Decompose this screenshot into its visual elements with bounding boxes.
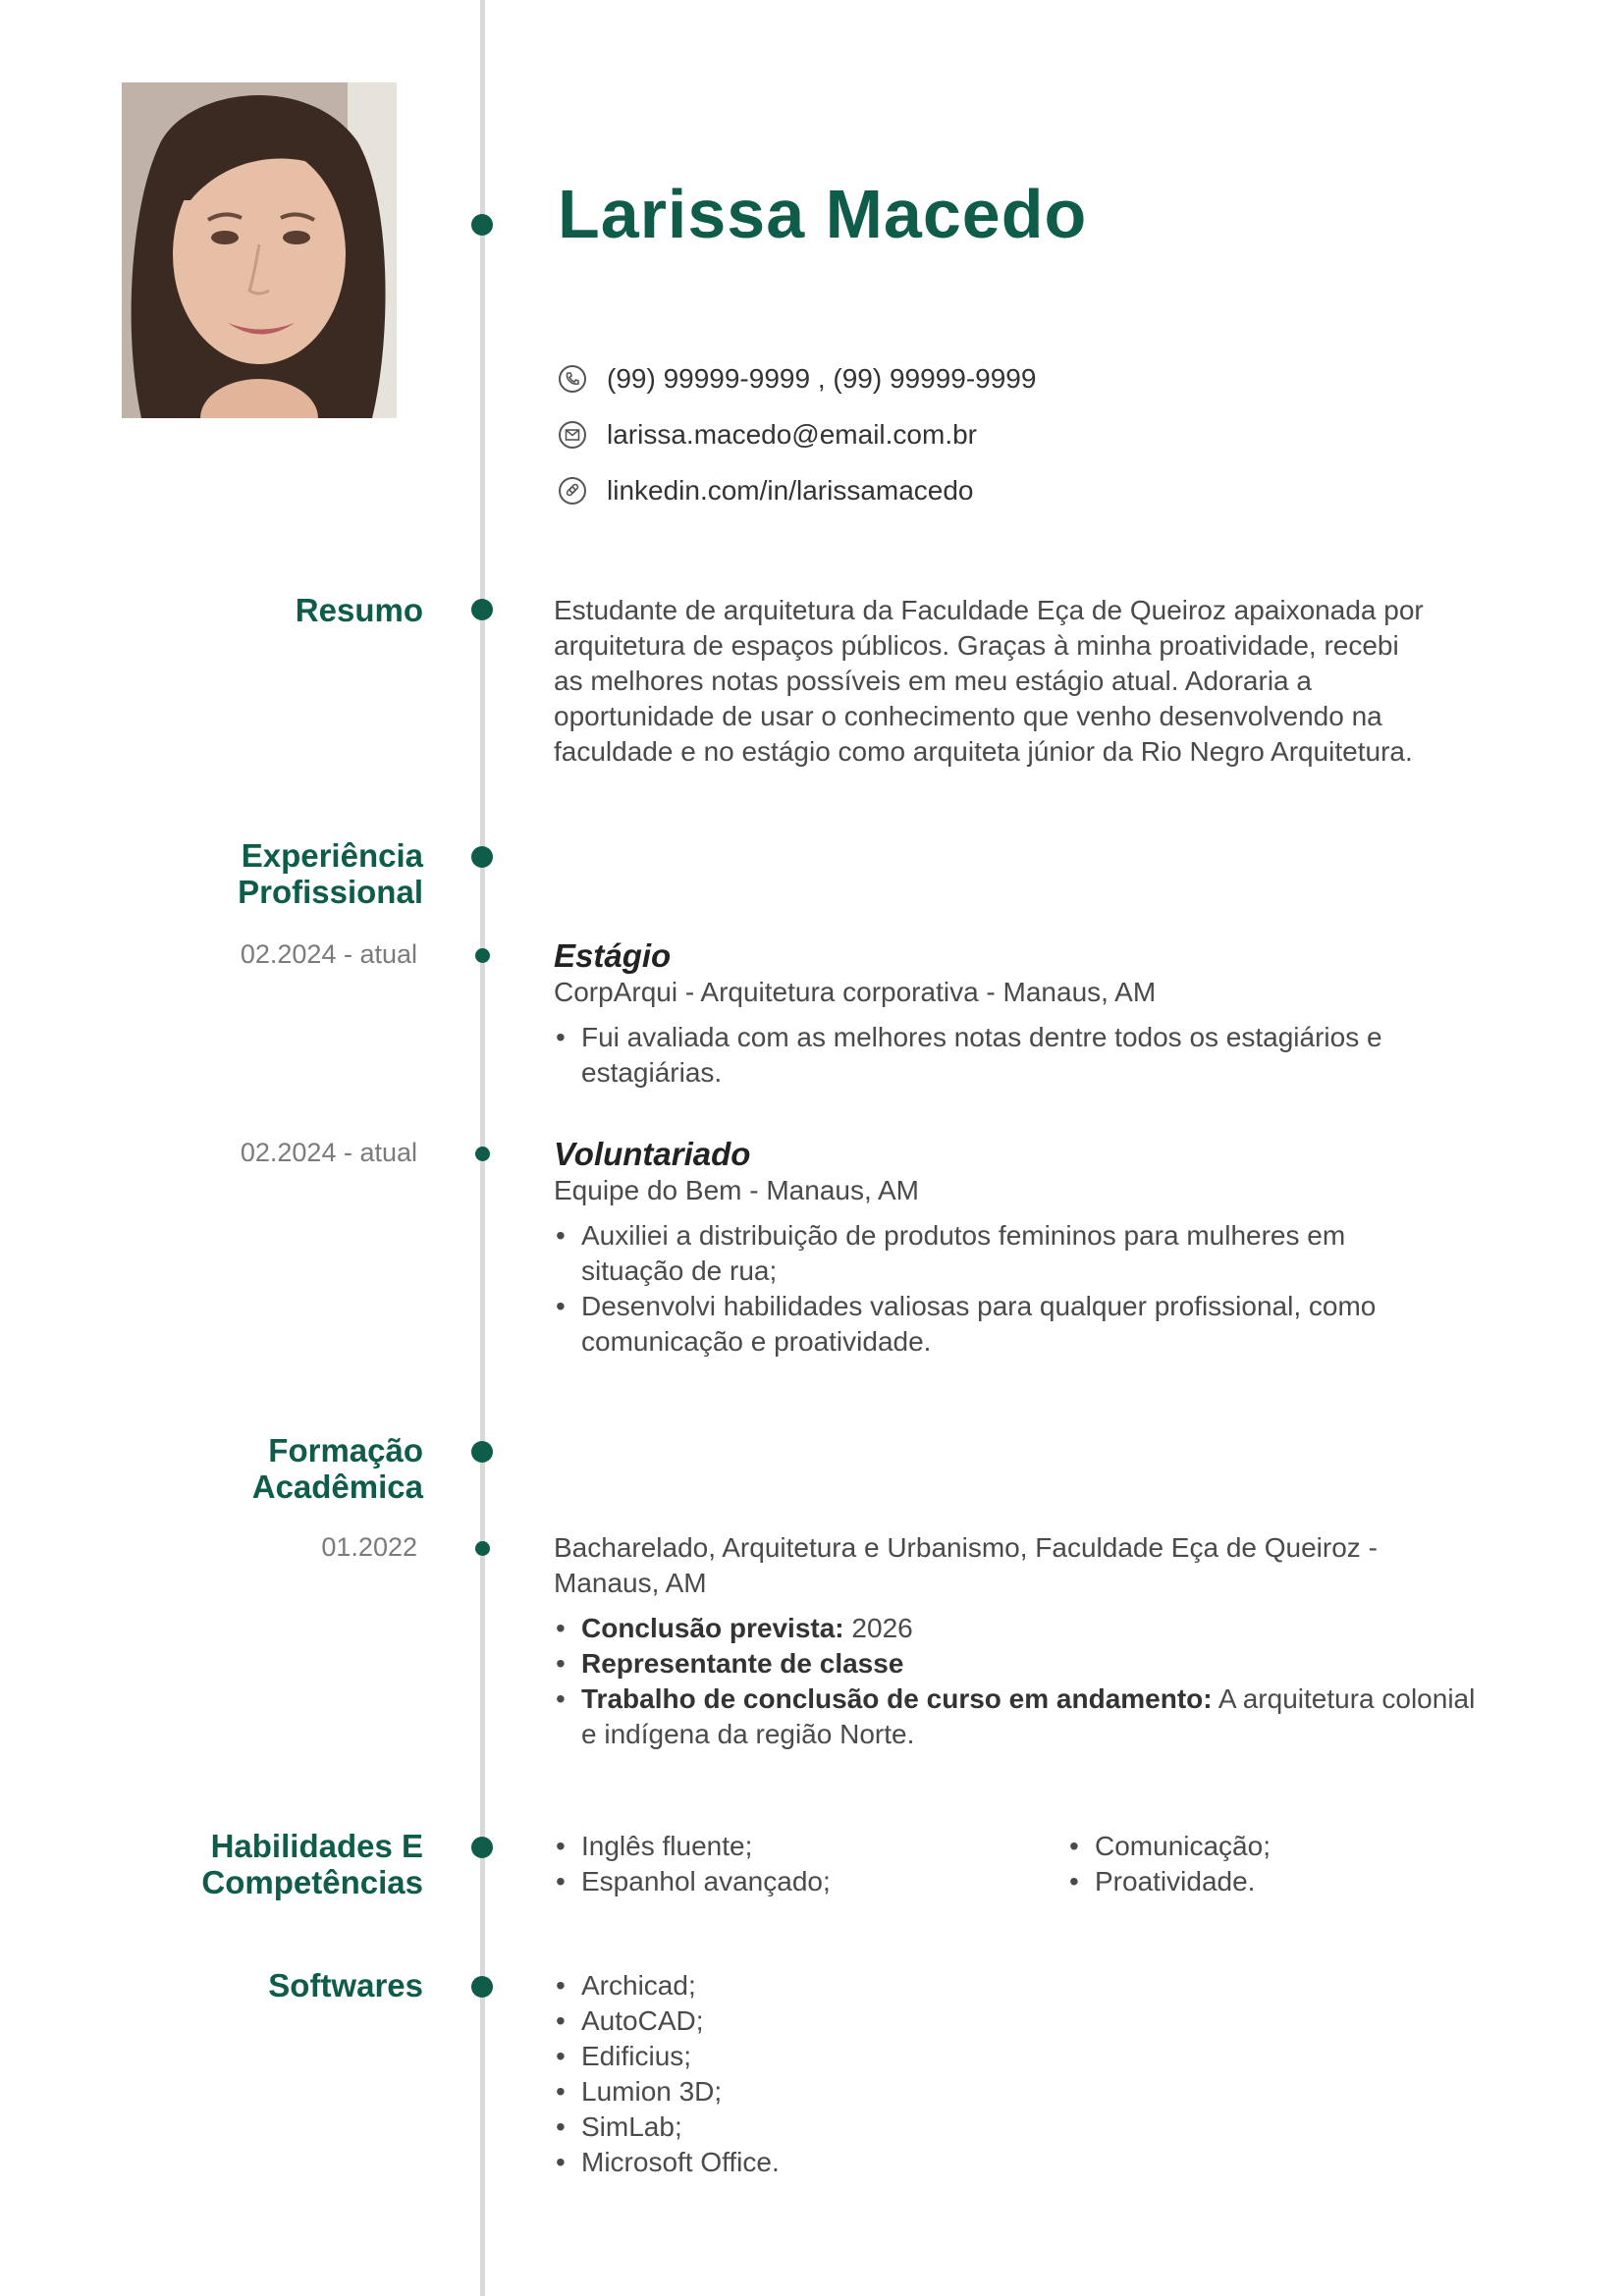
job-entry <box>554 1136 1536 1360</box>
timeline-dot-degree <box>475 1541 490 1556</box>
job-company: Equipe do Bem - Manaus, AM <box>554 1175 919 1205</box>
section-title-education <box>252 1432 423 1505</box>
timeline-dot-job <box>475 1147 490 1161</box>
item-text-cont: e indígena da região Norte. <box>581 1719 915 1749</box>
timeline-dot-skills <box>471 1837 493 1858</box>
software-list <box>554 1968 1536 2180</box>
education-entry <box>554 1530 1536 1752</box>
section-title-line: Acadêmica <box>251 1468 423 1505</box>
job-entry <box>554 937 1536 1091</box>
software-bullets <box>554 1968 1536 2180</box>
list-item <box>554 1611 1536 1646</box>
item-label: Conclusão prevista: <box>581 1613 844 1643</box>
list-item <box>554 1646 1536 1682</box>
section-title-line: Experiência <box>241 837 423 874</box>
list-item: • Microsoft Office. <box>554 2145 1536 2180</box>
candidate-name: Larissa Macedo <box>558 176 1088 252</box>
bullet-line: • Fui avaliada com as melhores notas dentre todos os estagiários e <box>581 1022 1382 1052</box>
summary-line: as melhores notas possíveis em meu estágio atual. Adoraria a <box>554 666 1312 696</box>
section-title-summary: Resumo <box>295 592 423 628</box>
list-item: • Archicad; <box>554 1968 1536 2003</box>
job-date: 02.2024 - atual <box>240 1138 417 1167</box>
list-item <box>554 1020 1536 1091</box>
job-bullets <box>554 1218 1536 1360</box>
bullet-line: • Desenvolvi habilidades valiosas para qualquer profissional, como <box>581 1291 1377 1321</box>
section-title-line: Formação <box>268 1432 423 1468</box>
list-item <box>554 1218 1536 1289</box>
summary-line: arquitetura de espaços públicos. Graças à minha proatividade, recebi <box>554 630 1399 661</box>
timeline-dot-software <box>471 1976 493 1998</box>
link-icon <box>558 476 587 506</box>
section-title-line: Habilidades E <box>210 1828 423 1864</box>
section-title-software: Softwares <box>268 1967 423 2003</box>
bullet-line: comunicação e proatividade. <box>581 1326 932 1357</box>
degree-line: Manaus, AM <box>554 1568 707 1598</box>
summary-text <box>554 593 1536 770</box>
education-date: 01.2022 <box>321 1532 417 1562</box>
section-title-line: Competências <box>201 1864 423 1900</box>
section-title-line: Profissional <box>238 874 423 910</box>
contact-linkedin[interactable] <box>558 471 974 510</box>
section-title-experience <box>238 837 423 910</box>
list-item: • SimLab; <box>554 2109 1536 2145</box>
linkedin-text[interactable]: linkedin.com/in/larissamacedo <box>607 475 974 506</box>
summary-line: faculdade e no estágio como arquiteta júnior da Rio Negro Arquitetura. <box>554 736 1413 767</box>
list-item: • Lumion 3D; <box>554 2074 1536 2109</box>
job-company: CorpArqui - Arquitetura corporativa - Manaus, AM <box>554 977 1157 1007</box>
bullet-line: situação de rua; <box>581 1255 778 1286</box>
job-bullets <box>554 1020 1536 1091</box>
list-item: • Espanhol avançado; <box>554 1864 1045 1899</box>
degree-line: Bacharelado, Arquitetura e Urbanismo, Faculdade Eça de Queiroz - <box>554 1532 1378 1563</box>
list-item: • Inglês fluente; <box>554 1829 1045 1864</box>
timeline-dot-name <box>471 214 493 236</box>
job-date: 02.2024 - atual <box>240 939 417 969</box>
job-title: Voluntariado <box>554 1136 751 1172</box>
item-text: 2026 <box>843 1613 913 1643</box>
skills-col-2 <box>1067 1829 1529 1899</box>
skills-col-1 <box>554 1829 1045 1899</box>
item-label: Representante de classe <box>581 1648 904 1679</box>
timeline-dot-education <box>471 1441 493 1463</box>
email-icon <box>558 420 587 450</box>
contact-phone <box>558 359 1036 399</box>
list-item <box>554 1682 1536 1752</box>
item-text: A arquitetura colonial <box>1212 1683 1476 1714</box>
education-bullets <box>554 1611 1536 1752</box>
contact-email[interactable] <box>558 415 977 454</box>
bullet-line: estagiárias. <box>581 1057 723 1088</box>
job-title: Estágio <box>554 937 672 974</box>
phone-icon <box>558 364 587 394</box>
timeline-dot-summary <box>471 599 493 620</box>
list-item: • AutoCAD; <box>554 2003 1536 2039</box>
profile-photo <box>122 82 397 418</box>
list-item: • Proatividade. <box>1067 1864 1529 1899</box>
bullet-line: • Auxiliei a distribuição de produtos femininos para mulheres em <box>581 1220 1346 1251</box>
item-label: Trabalho de conclusão de curso em andamento: <box>581 1683 1213 1714</box>
list-item <box>554 1289 1536 1360</box>
timeline-dot-experience <box>471 846 493 868</box>
summary-line: oportunidade de usar o conhecimento que venho desenvolvendo na <box>554 701 1382 731</box>
email-text[interactable]: larissa.macedo@email.com.br <box>607 419 977 450</box>
list-item: • Edificius; <box>554 2039 1536 2074</box>
summary-line: Estudante de arquitetura da Faculdade Eça de Queiroz apaixonada por <box>554 595 1424 625</box>
phone-text: (99) 99999-9999 , (99) 99999-9999 <box>607 363 1037 394</box>
section-title-skills <box>201 1828 423 1900</box>
list-item: • Comunicação; <box>1067 1829 1529 1864</box>
timeline-dot-job <box>475 948 490 963</box>
